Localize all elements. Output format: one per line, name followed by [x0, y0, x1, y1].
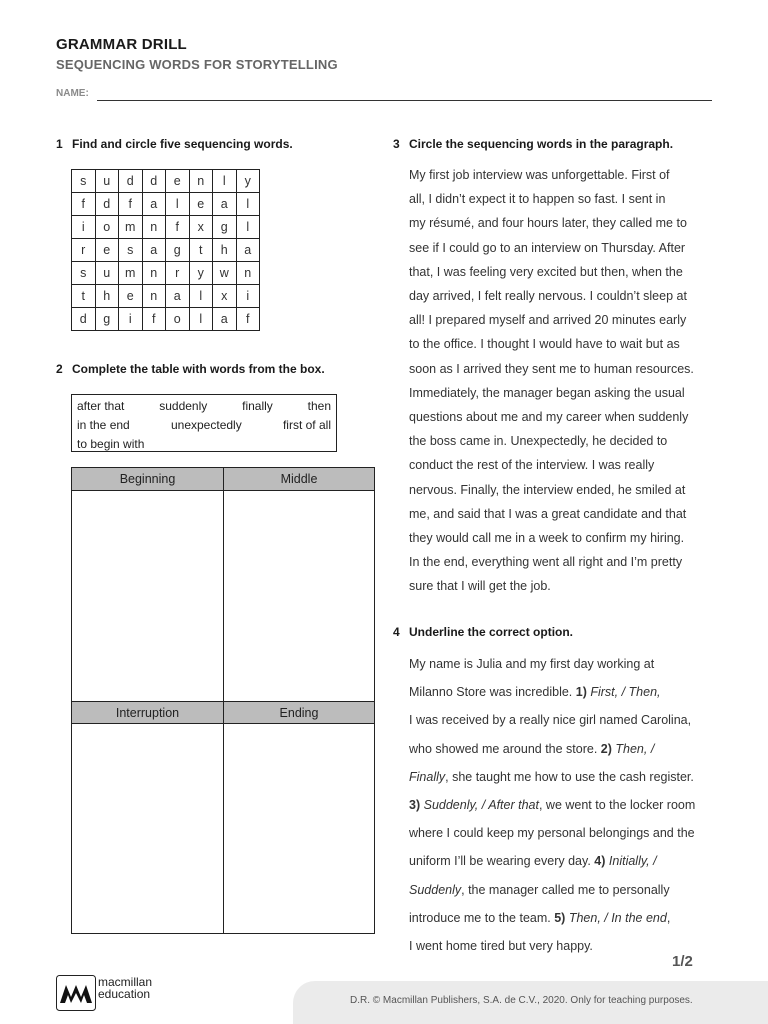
exercise-3-instruction: Circle the sequencing words in the paragraph.	[409, 137, 674, 151]
paragraph-line[interactable]: questions about me and my career when suddenly	[409, 410, 689, 425]
macmillan-logo-icon	[56, 975, 96, 1011]
page-number: 1/2	[672, 953, 693, 970]
grid-letter[interactable]: f	[72, 193, 96, 216]
sequencing-table	[71, 467, 375, 934]
logo-wordmark	[98, 976, 152, 1000]
grid-letter[interactable]: l	[189, 285, 213, 308]
paragraph-line[interactable]: that, I was feeling very excited but then, when the	[409, 264, 683, 279]
option-choice[interactable]: First, / Then,	[590, 685, 661, 700]
grid-letter[interactable]: d	[142, 170, 166, 193]
grid-row	[72, 170, 260, 193]
paragraph-line[interactable]: In the end, everything went all right and I’m pretty	[409, 555, 683, 570]
exercise-1-instruction: Find and circle five sequencing words.	[72, 137, 293, 151]
exercise-2-number: 2	[56, 362, 63, 376]
exercise-2-instruction: Complete the table with words from the box.	[72, 362, 325, 376]
grid-letter[interactable]: f	[119, 193, 143, 216]
grid-letter[interactable]: i	[236, 285, 260, 308]
grid-letter[interactable]: h	[213, 239, 237, 262]
paragraph-line[interactable]: all, I didn’t expect it to happen so fast. I sent in	[409, 192, 666, 207]
grid-letter[interactable]: s	[72, 170, 96, 193]
item-number: 4)	[594, 854, 606, 869]
text-segment: I went home tired but very happy.	[409, 939, 593, 954]
word-box-item: then	[307, 399, 331, 413]
option-choice[interactable]: Suddenly	[409, 882, 462, 897]
text-segment: Milanno Store was incredible.	[409, 685, 576, 700]
paragraph-line[interactable]	[409, 791, 715, 819]
grid-letter[interactable]: w	[213, 262, 237, 285]
grid-letter[interactable]: e	[119, 285, 143, 308]
grid-letter[interactable]: t	[189, 239, 213, 262]
paragraph-line[interactable]: see if I could go to an interview on Thursday. After	[409, 240, 686, 255]
grid-row	[72, 216, 260, 239]
paragraph-line[interactable]	[409, 876, 715, 904]
exercise-1-heading	[56, 137, 293, 151]
table-header-interruption: Interruption	[72, 701, 223, 724]
grid-letter[interactable]: d	[72, 308, 96, 331]
grid-letter[interactable]: s	[72, 262, 96, 285]
paragraph-line[interactable]: day arrived, I felt really nervous. I couldn’t sleep at	[409, 289, 687, 304]
paragraph-line[interactable]: Immediately, the manager began asking the usual	[409, 385, 685, 400]
paragraph-line[interactable]	[409, 650, 715, 678]
grid-letter[interactable]: d	[119, 170, 143, 193]
grid-letter[interactable]: i	[72, 216, 96, 239]
grid-letter[interactable]: g	[166, 239, 190, 262]
grid-letter[interactable]: i	[119, 308, 143, 331]
paragraph-line[interactable]	[409, 735, 715, 763]
word-box-item: after that	[77, 399, 125, 413]
grid-letter[interactable]: u	[95, 170, 119, 193]
word-box-item: in the end	[77, 418, 130, 432]
option-choice[interactable]: Suddenly, / After that	[423, 798, 539, 813]
grid-letter[interactable]: a	[142, 193, 166, 216]
word-search-grid[interactable]	[71, 169, 260, 331]
word-box-item: suddenly	[159, 399, 208, 413]
table-header-ending: Ending	[224, 701, 374, 724]
grid-row	[72, 262, 260, 285]
paragraph-line[interactable]: me, and said that I was a great candidate and that	[409, 506, 687, 521]
grid-letter[interactable]: m	[119, 262, 143, 285]
grid-row	[72, 308, 260, 331]
name-field-line[interactable]	[97, 100, 712, 101]
grid-letter[interactable]: x	[213, 285, 237, 308]
exercise-4-heading	[393, 625, 573, 639]
paragraph-line[interactable]: My first job interview was unforgettable. First of	[409, 168, 670, 182]
item-number: 1)	[575, 685, 587, 700]
logo-line-1: macmillan	[98, 975, 153, 989]
item-number: 2)	[600, 741, 612, 756]
grid-letter[interactable]: f	[142, 308, 166, 331]
text-segment: I was received by a really nice girl named Carolina,	[409, 713, 692, 728]
exercise-4-number: 4	[393, 625, 400, 639]
exercise-3-paragraph[interactable]	[409, 163, 715, 599]
cell-ending[interactable]	[224, 725, 374, 933]
grid-letter[interactable]: l	[189, 308, 213, 331]
word-box-row	[77, 435, 331, 454]
text-segment: , she taught me how to use the cash register.	[445, 769, 694, 784]
table-header-middle: Middle	[224, 468, 374, 491]
word-box-item: first of all	[282, 418, 331, 432]
grid-letter[interactable]: a	[213, 308, 237, 331]
grid-letter[interactable]: a	[236, 239, 260, 262]
grid-letter[interactable]: n	[142, 285, 166, 308]
copyright-text: D.R. © Macmillan Publishers, S.A. de C.V., 2020. Only for teaching purposes.	[350, 995, 693, 1006]
table-header-beginning: Beginning	[72, 468, 223, 491]
item-number: 3)	[409, 798, 421, 813]
paragraph-line[interactable]: they would call me in a week to confirm my hiring.	[409, 531, 685, 546]
text-segment: , the manager called me to personally	[461, 882, 670, 897]
paragraph-line[interactable]	[409, 706, 715, 734]
grid-letter[interactable]: m	[119, 216, 143, 239]
page-title: GRAMMAR DRILL	[56, 36, 187, 53]
cell-middle[interactable]	[224, 492, 374, 700]
grid-letter[interactable]: r	[166, 262, 190, 285]
grid-letter[interactable]: n	[142, 216, 166, 239]
paragraph-line[interactable]	[409, 763, 715, 791]
grid-letter[interactable]: u	[95, 262, 119, 285]
exercise-4-instruction: Underline the correct option.	[409, 625, 574, 639]
grid-row	[72, 193, 260, 216]
grid-letter[interactable]: l	[236, 216, 260, 239]
exercise-1-number: 1	[56, 137, 63, 151]
grid-letter[interactable]: s	[119, 239, 143, 262]
text-segment: where I could keep my personal belongings and the	[409, 826, 695, 841]
word-box-item: finally	[242, 399, 273, 413]
grid-letter[interactable]: o	[166, 308, 190, 331]
word-box-item: unexpectedly	[170, 418, 242, 432]
grid-letter[interactable]: e	[95, 239, 119, 262]
grid-row	[72, 285, 260, 308]
grid-letter[interactable]: h	[95, 285, 119, 308]
grid-letter[interactable]: y	[236, 170, 260, 193]
grid-letter[interactable]: n	[236, 262, 260, 285]
text-segment: who showed me around the store.	[409, 741, 601, 756]
paragraph-line[interactable]: my résumé, and four hours later, they called me to	[409, 216, 687, 231]
paragraph-line[interactable]: to the office. I thought I would have to wait but as	[409, 337, 680, 352]
word-box-row	[77, 397, 331, 416]
grid-letter[interactable]: x	[189, 216, 213, 239]
paragraph-line[interactable]: soon as I arrived they sent me to human resources.	[409, 361, 694, 376]
grid-letter[interactable]: e	[166, 170, 190, 193]
item-number: 5)	[554, 910, 566, 925]
word-box	[71, 394, 337, 452]
grid-letter[interactable]: l	[236, 193, 260, 216]
grid-letter[interactable]: l	[166, 193, 190, 216]
page-subtitle: SEQUENCING WORDS FOR STORYTELLING	[56, 57, 338, 72]
grid-letter[interactable]: g	[95, 308, 119, 331]
grid-letter[interactable]: n	[189, 170, 213, 193]
paragraph-line[interactable]	[409, 932, 715, 960]
cell-interruption[interactable]	[72, 725, 223, 933]
grid-letter[interactable]: a	[142, 239, 166, 262]
grid-letter[interactable]: e	[189, 193, 213, 216]
option-choice[interactable]: Finally	[409, 769, 446, 784]
option-choice[interactable]: Then, /	[615, 741, 655, 756]
text-segment: uniform I’ll be wearing every day.	[409, 854, 595, 869]
paragraph-line[interactable]: sure that I will get the job.	[409, 579, 551, 594]
grid-letter[interactable]: a	[213, 193, 237, 216]
grid-row	[72, 239, 260, 262]
logo-line-2: education	[98, 987, 151, 1001]
text-segment: My name is Julia and my first day working at	[409, 657, 655, 671]
grid-letter[interactable]: a	[166, 285, 190, 308]
paragraph-line[interactable]	[409, 678, 715, 706]
text-segment: ,	[666, 910, 671, 925]
grid-letter[interactable]: n	[142, 262, 166, 285]
text-segment: , we went to the locker room	[538, 798, 696, 813]
paragraph-line[interactable]: conduct the rest of the interview. I was really	[409, 458, 655, 473]
exercise-3-number: 3	[393, 137, 400, 151]
exercise-3-heading	[393, 137, 673, 151]
option-choice[interactable]: Then, / In the end	[568, 910, 667, 925]
cell-beginning[interactable]	[72, 492, 223, 700]
text-segment: introduce me to the team.	[409, 910, 555, 925]
option-choice[interactable]: Initially, /	[608, 854, 657, 869]
exercise-4-paragraph[interactable]	[409, 650, 715, 960]
word-box-row	[77, 416, 331, 435]
grid-letter[interactable]: t	[72, 285, 96, 308]
paragraph-line[interactable]: the boss came in. Unexpectedly, he decided to	[409, 434, 668, 449]
grid-letter[interactable]: f	[166, 216, 190, 239]
grid-letter[interactable]: g	[213, 216, 237, 239]
paragraph-line[interactable]	[409, 847, 715, 875]
grid-letter[interactable]: o	[95, 216, 119, 239]
name-label: NAME:	[56, 88, 89, 99]
paragraph-line[interactable]: nervous. Finally, the interview ended, he smiled at	[409, 482, 686, 497]
paragraph-line[interactable]	[409, 819, 715, 847]
grid-letter[interactable]: y	[189, 262, 213, 285]
paragraph-line[interactable]: all! I prepared myself and arrived 20 minutes early	[409, 313, 687, 328]
grid-letter[interactable]: l	[213, 170, 237, 193]
exercise-2-heading	[56, 362, 325, 376]
grid-letter[interactable]: d	[95, 193, 119, 216]
paragraph-line[interactable]	[409, 904, 715, 932]
grid-letter[interactable]: f	[236, 308, 260, 331]
grid-letter[interactable]: r	[72, 239, 96, 262]
word-box-item: to begin with	[77, 437, 145, 451]
